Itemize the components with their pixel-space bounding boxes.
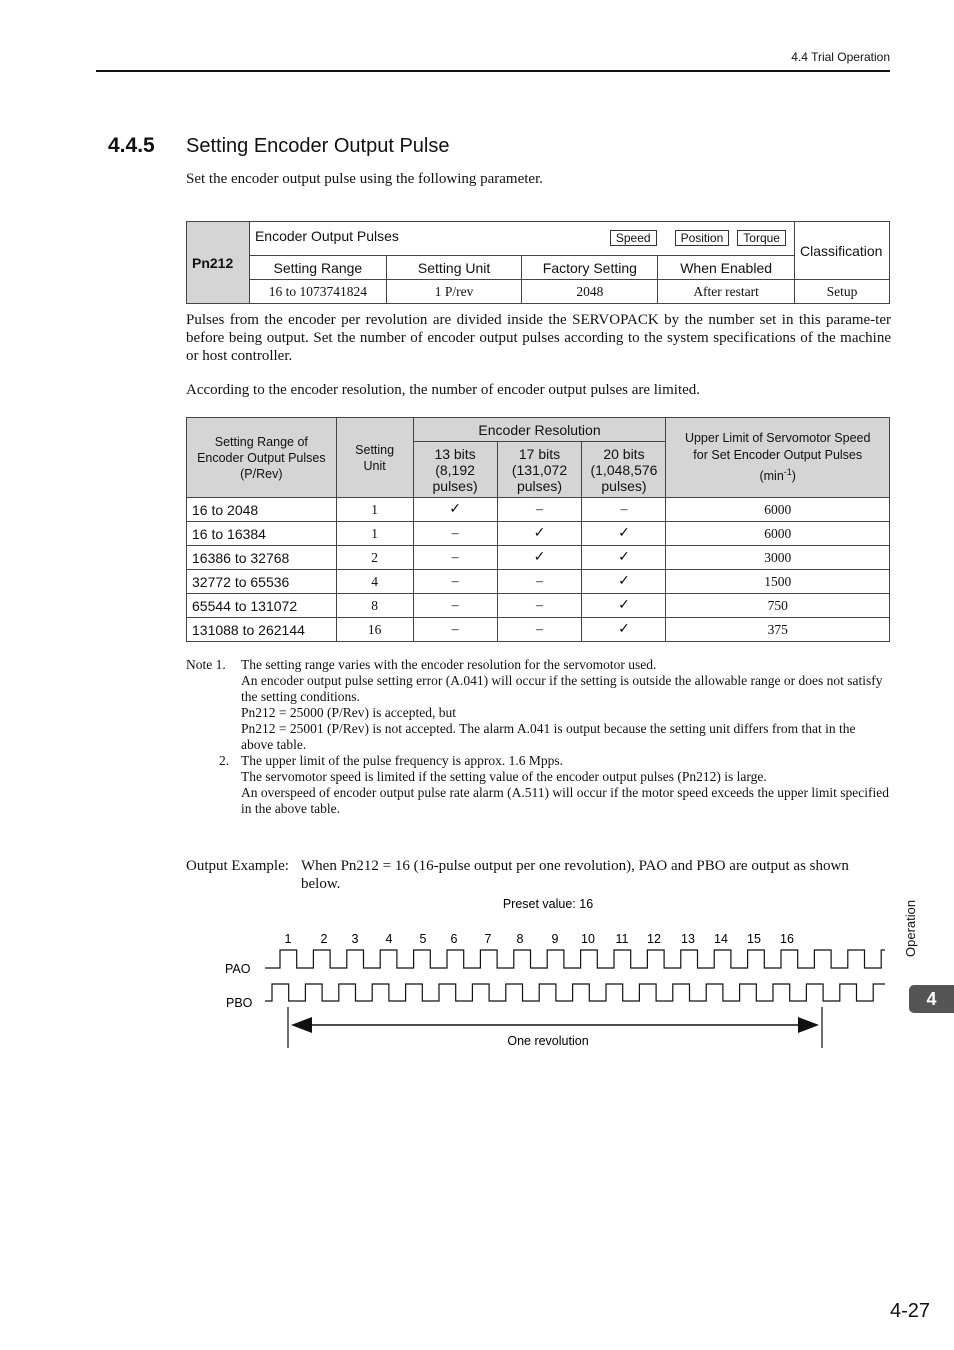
page-number: 4-27 [889,1300,930,1322]
side-chapter-text: Operation [903,899,918,957]
row-limit: 6000 [666,522,890,546]
res-20bit-header: 20 bits (1,048,576 pulses) [582,442,666,498]
note-1-label: Note 1. [186,657,226,672]
note-2-line: An overspeed of encoder output pulse rate alarm (A.511) will occur if the motor speed exceeds the upper limit specified in the above table. [241,785,890,816]
when-enabled-value: After restart [658,280,795,304]
pulse-number: 12 [647,932,661,946]
note-1-line: Pn212 = 25000 (P/Rev) is accepted, but [241,705,456,720]
row-17bit: ✓ [497,522,582,546]
pulse-number: 5 [419,932,427,946]
pulse-number: 6 [450,932,458,946]
table-row [187,618,890,642]
row-unit: 4 [336,570,413,594]
table-row [187,522,890,546]
limit-header [666,418,890,498]
row-13bit: ✓ [413,498,497,522]
output-example-text [301,857,891,893]
row-range: 16386 to 32768 [187,546,337,570]
pulse-number: 14 [714,932,728,946]
pulse-timing-diagram [200,890,900,1060]
intro-paragraph: Set the encoder output pulse using the following parameter. [186,171,543,187]
row-range: 32772 to 65536 [187,570,337,594]
limit-header-close: ) [791,469,796,484]
row-20bit: ✓ [582,546,666,570]
note-1-line: Pn212 = 25001 (P/Rev) is not accepted. The alarm A.041 is output because the setting unit differs from that in the above table. [241,721,856,752]
parameter-table [186,221,890,304]
running-header: 4.4 Trial Operation [791,50,890,64]
row-limit: 1500 [666,570,890,594]
tag-position: Position [675,230,730,246]
pulse-number: 13 [681,932,695,946]
row-13bit: – [413,618,497,642]
section-number: 4.4.5 [108,134,155,157]
tag-speed: Speed [610,230,657,246]
param-name-cell [249,222,794,256]
paragraph-2: According to the encoder resolution, the number of encoder output pulses are limited. [186,382,701,398]
output-example-line: When Pn212 = 16 (16-pulse output per one revolution), PAO and PBO are output as shown [301,858,849,874]
param-name: Encoder Output Pulses [254,228,399,244]
row-unit: 1 [336,498,413,522]
row-limit: 3000 [666,546,890,570]
row-range: 16 to 16384 [187,522,337,546]
row-13bit: – [413,522,497,546]
revolution-label: One revolution [507,1034,589,1048]
pulse-number: 2 [320,932,328,946]
side-chapter-label [897,895,927,957]
pulse-number: 11 [615,932,629,946]
factory-setting-header: Factory Setting [522,256,658,280]
classification-value: Setup [794,280,889,304]
row-unit: 1 [336,522,413,546]
pulse-number: 4 [385,932,393,946]
pulse-number: 15 [747,932,761,946]
note-1-line: The setting range varies with the encoder resolution for the servomotor used. [241,657,657,672]
pulse-number: 7 [484,932,492,946]
table-row [187,498,890,522]
table-row [187,594,890,618]
setting-unit-header: Setting Unit [386,256,522,280]
output-example-label: Output Example: [186,858,289,874]
pbo-label: PBO [226,996,253,1010]
res-13bit-header: 13 bits (8,192 pulses) [413,442,497,498]
note-2-label: 2. [219,753,230,768]
row-range: 65544 to 131072 [187,594,337,618]
row-20bit: ✓ [582,618,666,642]
row-20bit: ✓ [582,522,666,546]
pao-waveform [265,950,885,968]
pulse-number: 16 [780,932,794,946]
row-unit: 16 [336,618,413,642]
tag-torque: Torque [737,230,786,246]
row-13bit: – [413,570,497,594]
resolution-table [186,417,890,642]
row-17bit: ✓ [497,546,582,570]
row-limit: 375 [666,618,890,642]
row-17bit: – [497,594,582,618]
preset-label: Preset value: 16 [502,897,594,911]
row-range: 131088 to 262144 [187,618,337,642]
table-row [187,570,890,594]
row-20bit: ✓ [582,594,666,618]
table-row [187,546,890,570]
note-2-line: The servomotor speed is limited if the setting value of the encoder output pulses (Pn212) is large. [241,769,767,784]
when-enabled-header: When Enabled [658,256,795,280]
row-range: 16 to 2048 [187,498,337,522]
classification-header: Classification [794,222,889,280]
pbo-waveform [265,984,885,1001]
row-limit: 6000 [666,498,890,522]
notes [186,657,891,817]
pulse-number: 3 [351,932,359,946]
limit-header-unit: (min [759,469,784,484]
unit-header: Setting Unit [336,418,413,498]
section-title: Setting Encoder Output Pulse [186,135,450,157]
param-number: Pn212 [187,222,250,304]
res-17bit-header: 17 bits (131,072 pulses) [497,442,582,498]
arrow-right-head [798,1017,819,1033]
pao-label: PAO [225,962,251,976]
header-rule [96,70,890,72]
row-17bit: – [497,498,582,522]
arrow-left-head [291,1017,312,1033]
row-13bit: – [413,546,497,570]
factory-setting-value: 2048 [522,280,658,304]
row-limit: 750 [666,594,890,618]
row-17bit: – [497,618,582,642]
output-example-line: below. [301,876,341,892]
row-unit: 8 [336,594,413,618]
setting-unit-value: 1 P/rev [386,280,522,304]
pulse-number: 8 [516,932,524,946]
chapter-tab: 4 [909,985,954,1013]
row-17bit: – [497,570,582,594]
row-20bit: – [582,498,666,522]
pulse-number: 9 [551,932,559,946]
resolution-header: Encoder Resolution [413,418,666,442]
row-unit: 2 [336,546,413,570]
pulse-number: 10 [581,932,595,946]
pulse-number: 1 [284,932,292,946]
setting-range-value: 16 to 1073741824 [249,280,386,304]
note-2-line: The upper limit of the pulse frequency is approx. 1.6 Mpps. [241,753,564,768]
note-1-line: An encoder output pulse setting error (A.041) will occur if the setting is outside the allowable range or does not satisfy the setting conditions. [241,673,883,704]
row-20bit: ✓ [582,570,666,594]
paragraph-1: Pulses from the encoder per revolution are divided inside the SERVOPACK by the number set in this parame-ter before being output. Set the number of encoder output pulses according to the system specifications of the machine or host controller. [186,312,891,364]
limit-header-sup: -1 [783,466,792,477]
range-header: Setting Range of Encoder Output Pulses (P/Rev) [187,418,337,498]
setting-range-header: Setting Range [249,256,386,280]
limit-header-text: Upper Limit of Servomotor Speed for Set Encoder Output Pulses [684,430,871,462]
row-13bit: – [413,594,497,618]
